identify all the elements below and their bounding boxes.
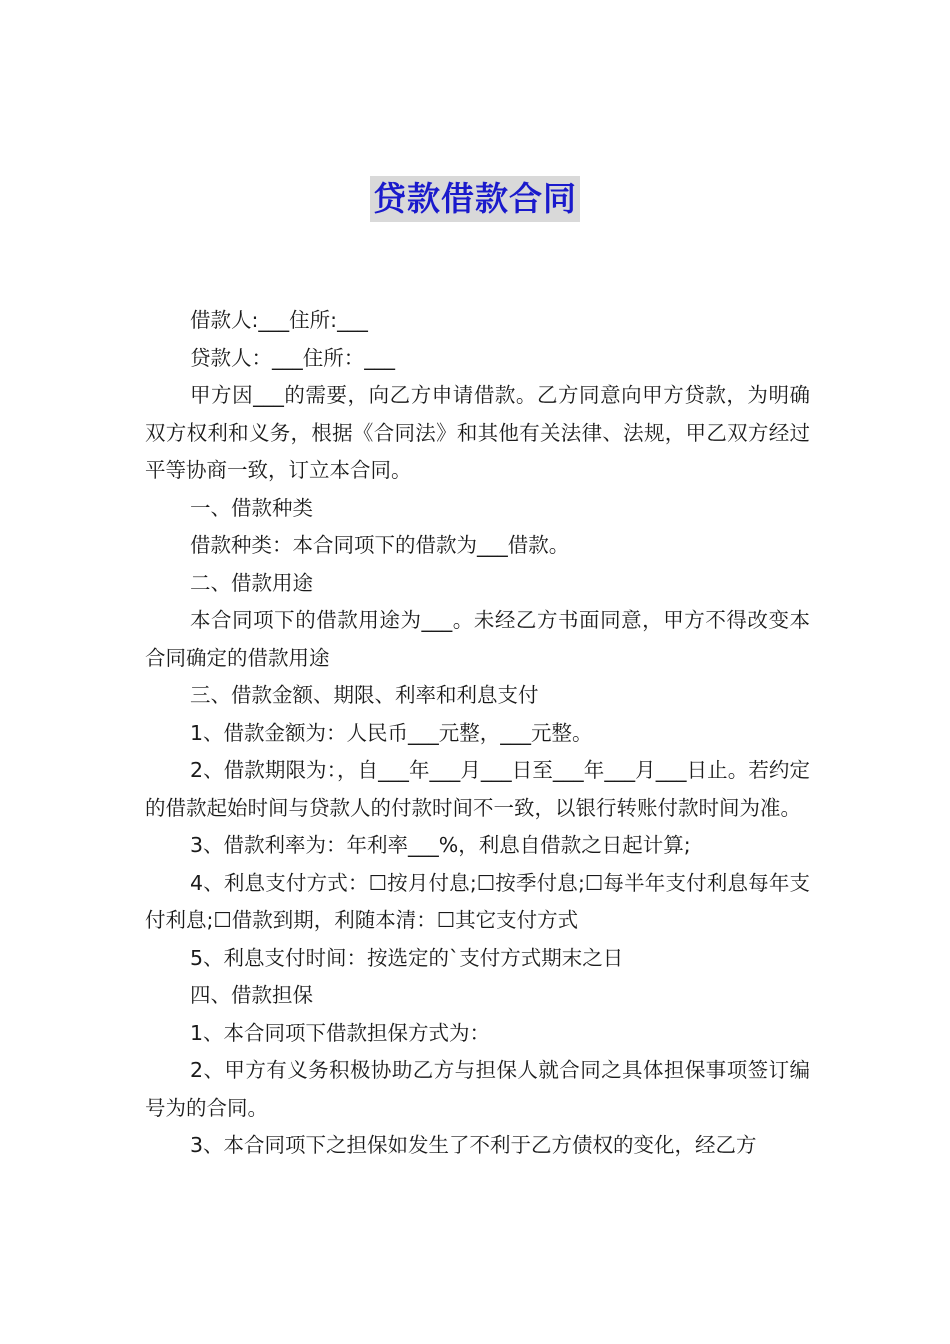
paragraph-borrower: 借款人:___住所:___ <box>190 308 368 332</box>
paragraph-preamble: 甲方因___的需要，向乙方申请借款。乙方同意向甲方贷款，为明确双方权利和义务，根据《合同法》和其他有关法律、法规，甲乙双方经过平等协商一致，订立本合同。 <box>145 383 810 482</box>
section-heading-guarantee: 四、借款担保 <box>190 983 313 1007</box>
clause-loan-term: 2、借款期限为：，自___年___月___日至___年___月___日止。若约定的借款起始时间与贷款人的付款时间不一致，以银行转账付款时间为准。 <box>145 758 810 820</box>
section-heading-loan-type: 一、借款种类 <box>190 495 313 520</box>
clause-interest-payment-method: 4、利息支付方式：☐按月付息;☐按季付息;☐每半年支付利息每年支付利息;☐借款到期，利随本清：☐其它支付方式 <box>145 870 810 932</box>
title-container <box>0 176 950 222</box>
clause-guarantee-cooperation: 2、甲方有义务积极协助乙方与担保人就合同之具体担保事项签订编号为的合同。 <box>145 1058 810 1120</box>
document-body <box>145 302 810 1165</box>
clause-loan-amount: 1、借款金额为：人民币___元整，___元整。 <box>190 720 593 745</box>
clause-interest-payment-time: 5、利息支付时间：按选定的`支付方式期末之日 <box>190 945 624 970</box>
paragraph-loan-type: 借款种类：本合同项下的借款为___借款。 <box>190 533 570 557</box>
section-heading-amount-term-rate: 三、借款金额、期限、利率和利息支付 <box>190 683 539 707</box>
clause-interest-rate: 3、借款利率为：年利率___%，利息自借款之日起计算; <box>190 833 691 857</box>
clause-guarantee-method: 1、本合同项下借款担保方式为： <box>190 1020 491 1045</box>
paragraph-loan-purpose: 本合同项下的借款用途为___。未经乙方书面同意，甲方不得改变本合同确定的借款用途 <box>145 608 810 670</box>
paragraph-lender: 贷款人：___住所：___ <box>190 345 395 370</box>
document-title: 贷款借款合同 <box>370 176 580 222</box>
clause-guarantee-change: 3、本合同项下之担保如发生了不利于乙方债权的变化，经乙方 <box>190 1133 757 1157</box>
section-heading-loan-purpose: 二、借款用途 <box>190 570 313 595</box>
